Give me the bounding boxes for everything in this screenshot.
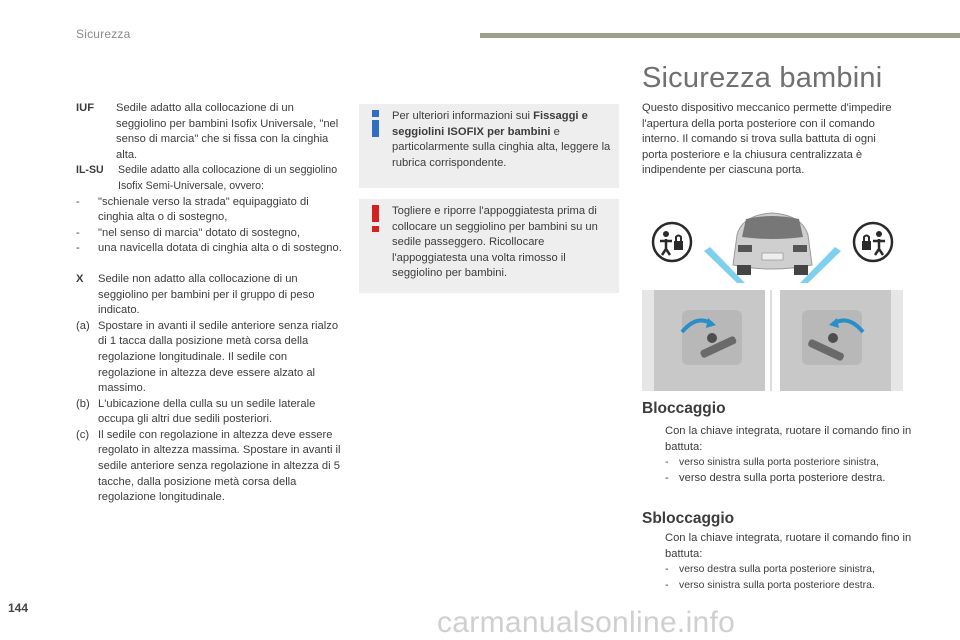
unlocking-option: - verso destra sulla porta posteriore sinistra, bbox=[665, 564, 875, 576]
footnote-marker: (b) bbox=[76, 397, 90, 410]
footnote-c bbox=[76, 428, 346, 506]
child-lock-icon-right bbox=[854, 223, 892, 261]
unlocking-instructions bbox=[642, 531, 912, 593]
x-definition bbox=[76, 272, 346, 319]
locking-instructions bbox=[642, 424, 912, 486]
x-text: Sedile non adatto alla collocazione di un seggiolino per bambini per il gruppo di peso indicato. bbox=[98, 272, 315, 317]
unlocking-option-text: verso sinistra sulla porta posteriore destra. bbox=[679, 579, 875, 591]
header-rule bbox=[480, 33, 960, 38]
x-term: X bbox=[76, 272, 84, 285]
footnote-text: Il sedile con regolazione in altezza deve essere regolato in altezza massima. Spostare in avanti il sedile anteriore senza regolazione in altezza di 5 tacche, dalla posizione metà corsa della regolazione longitudinale. bbox=[98, 428, 341, 504]
unlocking-option-text: verso destra sulla porta posteriore sinistra, bbox=[679, 564, 875, 576]
locking-step bbox=[642, 424, 912, 455]
ilsu-option-text: "nel senso di marcia" dotato di sostegno, bbox=[98, 226, 300, 239]
warning-text: Togliere e riporre l'appoggiatesta prima di collocare un seggiolino per bambini su un sedile passeggero. Ricollocare l'appoggiatesta una volta rimosso il seggiolino per bambini. bbox=[392, 205, 598, 280]
footnote-text: Spostare in avanti il sedile anteriore senza rialzo di 1 tacca dalla posizione metà corsa della regolazione longitudinale. Il sedile con regolazione in altezza deve essere alzato al massimo. bbox=[98, 319, 339, 395]
unlocking-option: - verso sinistra sulla porta posteriore destra. bbox=[665, 579, 875, 591]
footnote-a bbox=[76, 319, 346, 397]
ilsu-option bbox=[76, 195, 346, 226]
info-box bbox=[359, 104, 619, 188]
intro-text: Questo dispositivo meccanico permette d'impedire l'apertura della porta posteriore con il comando interno. Il comando si trova sulla battuta di ogni porta posteriore e la chiusura centralizzata è indipendente per ciascuna porta. bbox=[642, 102, 892, 177]
footnote-b bbox=[76, 397, 346, 428]
watermark: carmanualsonline.info bbox=[437, 606, 736, 639]
unlocking-step-text: Con la chiave integrata, ruotare il comando fino in battuta: bbox=[665, 532, 912, 560]
unlocking-step bbox=[642, 531, 912, 562]
unlocking-heading: Sbloccaggio bbox=[642, 510, 735, 527]
footnote-marker: (a) bbox=[76, 319, 90, 332]
door-lock-illustration bbox=[642, 290, 903, 391]
footnote-marker: (c) bbox=[76, 428, 90, 441]
warning-box bbox=[359, 199, 619, 293]
locking-heading: Bloccaggio bbox=[642, 400, 726, 417]
right-door-latch bbox=[780, 290, 903, 391]
locking-option: - verso destra sulla porta posteriore destra. bbox=[665, 471, 886, 484]
section-label: Sicurezza bbox=[76, 27, 131, 41]
locking-option: - verso sinistra sulla porta posteriore sinistra, bbox=[665, 457, 879, 469]
dash-marker: - bbox=[76, 195, 80, 208]
locking-option-text: verso destra sulla porta posteriore destra. bbox=[679, 471, 886, 484]
page-title: Sicurezza bambini bbox=[642, 62, 883, 94]
iuf-text: Sedile adatto alla collocazione di un seggiolino per bambini Isofix Universale, "nel senso di marcia" che si fissa con la cinghia alta. bbox=[116, 102, 339, 161]
iuf-definition bbox=[76, 101, 346, 163]
iuf-term: IUF bbox=[76, 102, 95, 114]
car-rear-illustration bbox=[642, 205, 903, 283]
ilsu-text: Sedile adatto alla collocazione di un seggiolino Isofix Semi-Universale, ovvero: bbox=[118, 164, 338, 192]
info-text: Per ulteriori informazioni sui Fissaggi e seggiolini ISOFIX per bambini e particolarmente sulla cinghia alta, leggere la rubrica corrispondente. bbox=[392, 110, 611, 169]
locking-option-text: verso sinistra sulla porta posteriore sinistra, bbox=[679, 457, 879, 469]
info-icon bbox=[368, 110, 384, 136]
ilsu-term: IL-SU bbox=[76, 164, 104, 177]
info-bold-topic: Fissaggi e seggiolini ISOFIX per bambini bbox=[392, 110, 588, 138]
left-door-latch bbox=[642, 290, 765, 391]
ilsu-option bbox=[76, 226, 346, 242]
dash-marker: - bbox=[76, 226, 80, 239]
locking-step-text: Con la chiave integrata, ruotare il comando fino in battuta: bbox=[665, 425, 912, 453]
child-lock-icon-left bbox=[653, 223, 691, 261]
page-number: 144 bbox=[8, 601, 29, 615]
footnote-text: L'ubicazione della culla su un sedile laterale occupa gli altri due sedili posteriori. bbox=[98, 397, 316, 426]
ilsu-option-text: "schienale verso la strada" equipaggiato di cinghia alta o di sostegno, bbox=[98, 195, 309, 224]
ilsu-definition bbox=[76, 163, 346, 194]
ilsu-option-text: una navicella dotata di cinghia alta o di sostegno. bbox=[98, 242, 342, 255]
child-safety-section bbox=[642, 58, 904, 179]
warning-icon bbox=[368, 205, 384, 231]
ilsu-option bbox=[76, 241, 346, 257]
dash-marker: - bbox=[76, 242, 80, 255]
seat-legend bbox=[76, 101, 346, 506]
car-rear-icon bbox=[733, 213, 812, 275]
